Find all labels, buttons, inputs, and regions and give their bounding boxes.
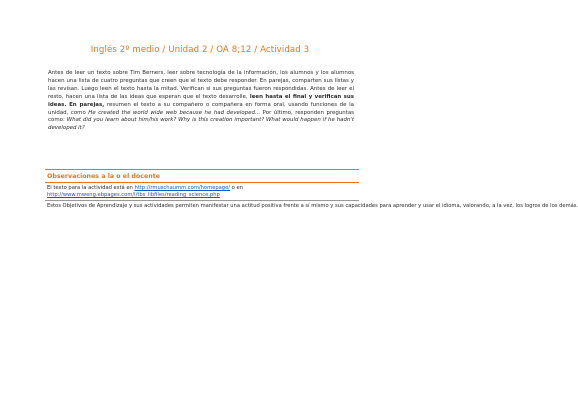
paragraph-bold-2: En parejas, [69,101,105,108]
paragraph-italic-1: He created the world wide web because he had developed... [88,109,261,116]
teacher-notes-divider [45,182,359,183]
notes-link-2[interactable]: http://www.mweng.ebpages.com/l/tbs_libfiles/reading_science.php [47,191,220,198]
paragraph-text-3: resumen el texto a su compañero o compañera en forma oral, usando funciones de la unidad, como [48,101,354,116]
teacher-notes-line-1 [47,185,359,192]
teacher-notes-separator [45,200,359,201]
teacher-notes-line-3: Estos Objetivos de Aprendizaje y sus actividades permiten manifestar una actitud positiva frente a sí mismo y sus capacidades para aprender y usar el idioma, valorando, a la vez, los logros de los demás. [47,203,578,210]
paragraph-italic-2: What did you learn about him/his work? Why is this creation important? What would happen if he hadn't developed it? [48,117,354,132]
paragraph-text-1: Antes de leer un texto sobre Tim Berners, leer sobre tecnología de la información, los alumnos y los alumnos hacen una lista de cuatro preguntas que creen que el texto debe responder. En parejas, comparten sus listas y las revisan. Luego leen el texto hasta la mitad. Verifican si sus preguntas fueron respondidas. Antes de leer el resto, hacen una lista de las ideas que esperan que el texto desarrolle, [48,70,354,100]
activity-title: Inglés 2º medio / Unidad 2 / OA 8;12 / Actividad 3 [90,45,310,55]
notes-link-1[interactable]: http://rmuschaumm.com/homepage/ [134,185,231,191]
teacher-notes-line-2 [47,192,359,199]
teacher-notes-box [45,169,578,216]
activity-description [48,70,354,133]
teacher-notes-title: Observaciones a la o el docente [47,173,161,180]
notes-suffix: o en [230,185,243,191]
notes-prefix: El texto para la actividad está en [47,185,135,191]
paragraph-bold-1: leen hasta el final y verifican sus ideas. [48,93,354,108]
paragraph-text-4: Por último, responden preguntas como: [48,109,355,124]
